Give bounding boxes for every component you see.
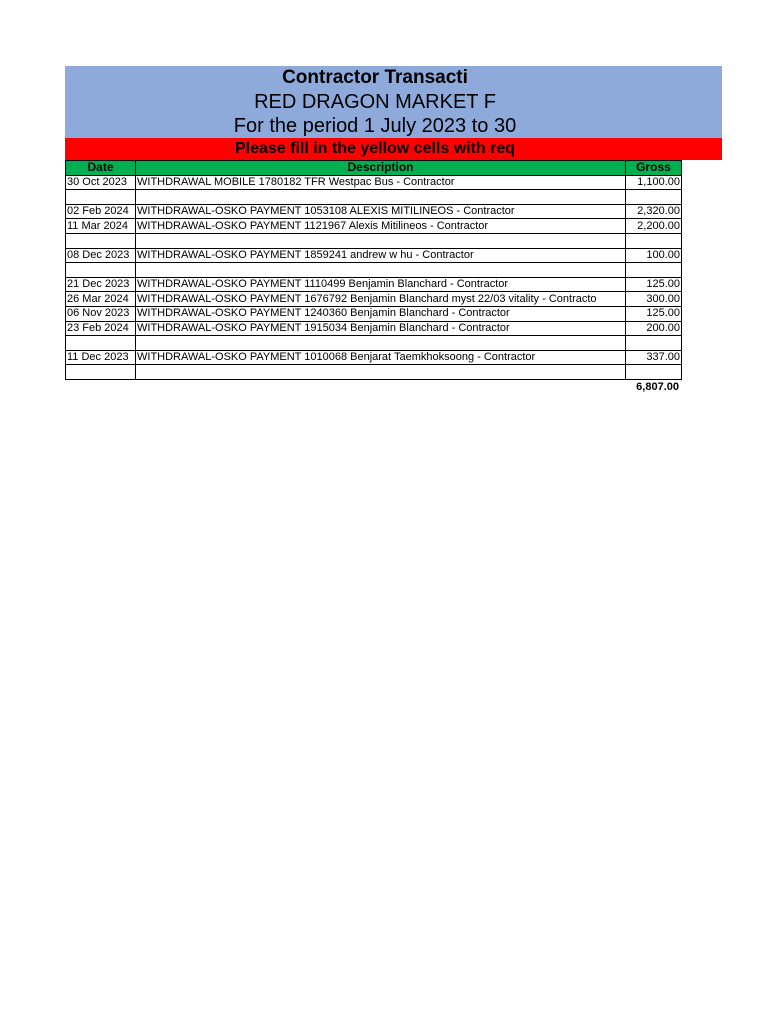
gross-cell[interactable]: [626, 336, 682, 351]
column-header-description: Description: [136, 161, 626, 176]
gross-cell[interactable]: 1,100.00: [626, 175, 682, 190]
date-cell[interactable]: [66, 190, 136, 205]
company-name: RED DRAGON MARKET F: [254, 91, 496, 113]
description-cell[interactable]: WITHDRAWAL-OSKO PAYMENT 1121967 Alexis Mitilineos - Contractor: [136, 219, 626, 234]
gross-cell[interactable]: 100.00: [626, 248, 682, 263]
gross-cell[interactable]: 2,320.00: [626, 204, 682, 219]
date-cell[interactable]: [66, 336, 136, 351]
date-cell[interactable]: 06 Nov 2023: [66, 306, 136, 321]
date-cell[interactable]: 23 Feb 2024: [66, 321, 136, 336]
table-row: [66, 190, 682, 205]
gross-cell[interactable]: 2,200.00: [626, 219, 682, 234]
column-header-gross: Gross: [626, 161, 682, 176]
date-cell[interactable]: [66, 263, 136, 278]
description-cell[interactable]: WITHDRAWAL-OSKO PAYMENT 1010068 Benjarat Taemkhoksoong - Contractor: [136, 350, 626, 365]
report-title: Contractor Transacti: [282, 67, 468, 88]
table-row: [66, 233, 682, 248]
table-row: [66, 365, 682, 380]
table-row: [66, 263, 682, 278]
date-cell[interactable]: [66, 365, 136, 380]
date-cell[interactable]: 21 Dec 2023: [66, 277, 136, 292]
date-cell[interactable]: [66, 233, 136, 248]
description-cell[interactable]: WITHDRAWAL MOBILE 1780182 TFR Westpac Bus - Contractor: [136, 175, 626, 190]
description-cell[interactable]: [136, 190, 626, 205]
gross-cell[interactable]: [626, 365, 682, 380]
date-cell[interactable]: 02 Feb 2024: [66, 204, 136, 219]
instruction-banner: [65, 138, 722, 160]
date-cell[interactable]: 08 Dec 2023: [66, 248, 136, 263]
gross-total: 6,807.00: [636, 380, 679, 393]
description-cell[interactable]: WITHDRAWAL-OSKO PAYMENT 1053108 ALEXIS MITILINEOS - Contractor: [136, 204, 626, 219]
table-row: [66, 277, 682, 292]
date-cell[interactable]: 30 Oct 2023: [66, 175, 136, 190]
table-row: [66, 175, 682, 190]
gross-cell[interactable]: 125.00: [626, 277, 682, 292]
date-cell[interactable]: 11 Mar 2024: [66, 219, 136, 234]
description-cell[interactable]: [136, 365, 626, 380]
table-row: [66, 248, 682, 263]
instruction-text: Please fill in the yellow cells with req: [234, 140, 516, 157]
description-cell[interactable]: [136, 233, 626, 248]
table-row: [66, 336, 682, 351]
spreadsheet-page: [65, 66, 722, 394]
gross-cell[interactable]: [626, 233, 682, 248]
gross-cell[interactable]: 300.00: [626, 292, 682, 307]
date-cell[interactable]: 26 Mar 2024: [66, 292, 136, 307]
report-header: [65, 66, 722, 138]
description-cell[interactable]: WITHDRAWAL-OSKO PAYMENT 1915034 Benjamin Blanchard - Contractor: [136, 321, 626, 336]
transactions-table: [65, 160, 682, 380]
description-cell[interactable]: WITHDRAWAL-OSKO PAYMENT 1240360 Benjamin Blanchard - Contractor: [136, 306, 626, 321]
gross-cell[interactable]: 337.00: [626, 350, 682, 365]
table-row: [66, 350, 682, 365]
gross-cell[interactable]: [626, 263, 682, 278]
gross-cell[interactable]: 125.00: [626, 306, 682, 321]
table-row: [66, 219, 682, 234]
column-header-date: Date: [66, 161, 136, 176]
gross-cell[interactable]: 200.00: [626, 321, 682, 336]
gross-cell[interactable]: [626, 190, 682, 205]
description-cell[interactable]: WITHDRAWAL-OSKO PAYMENT 1676792 Benjamin Blanchard myst 22/03 vitality - Contracto: [136, 292, 626, 307]
description-cell[interactable]: WITHDRAWAL-OSKO PAYMENT 1110499 Benjamin Blanchard - Contractor: [136, 277, 626, 292]
table-row: [66, 321, 682, 336]
report-period: For the period 1 July 2023 to 30: [233, 115, 517, 137]
description-cell[interactable]: [136, 336, 626, 351]
description-cell[interactable]: [136, 263, 626, 278]
table-row: [66, 292, 682, 307]
table-row: [66, 306, 682, 321]
table-row: [66, 204, 682, 219]
description-cell[interactable]: WITHDRAWAL-OSKO PAYMENT 1859241 andrew w hu - Contractor: [136, 248, 626, 263]
date-cell[interactable]: 11 Dec 2023: [66, 350, 136, 365]
table-header-row: [66, 161, 682, 176]
